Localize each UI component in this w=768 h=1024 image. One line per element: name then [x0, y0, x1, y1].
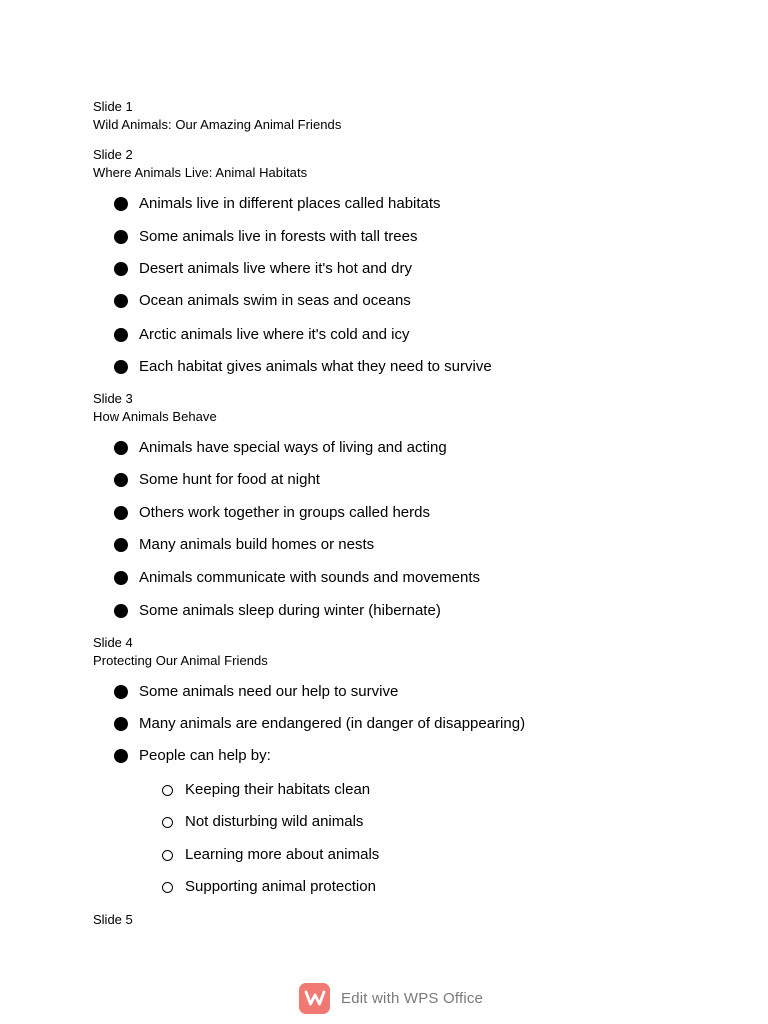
- list-item: Each habitat gives animals what they need to survive: [114, 357, 492, 377]
- bullet-icon: [114, 685, 128, 699]
- list-item: Some hunt for food at night: [114, 470, 320, 490]
- list-item: Animals live in different places called habitats: [114, 194, 441, 214]
- wps-logo-icon: [299, 983, 330, 1014]
- list-item: Many animals are endangered (in danger of disappearing): [114, 714, 525, 734]
- slide-3-title: How Animals Behave: [93, 409, 217, 424]
- circle-bullet-icon: [162, 817, 173, 828]
- list-item: Some animals live in forests with tall trees: [114, 227, 417, 247]
- list-item: Desert animals live where it's hot and dry: [114, 259, 412, 279]
- bullet-icon: [114, 230, 128, 244]
- list-item: Many animals build homes or nests: [114, 535, 374, 555]
- slide-2-label: Slide 2: [93, 147, 133, 162]
- bullet-icon: [114, 571, 128, 585]
- list-item: Arctic animals live where it's cold and icy: [114, 325, 409, 345]
- bullet-icon: [114, 294, 128, 308]
- bullet-icon: [114, 328, 128, 342]
- bullet-icon: [114, 538, 128, 552]
- circle-bullet-icon: [162, 850, 173, 861]
- list-item: Some animals sleep during winter (hibernate): [114, 601, 441, 621]
- sub-list-item: Keeping their habitats clean: [162, 780, 370, 800]
- slide-4-label: Slide 4: [93, 635, 133, 650]
- bullet-icon: [114, 262, 128, 276]
- circle-bullet-icon: [162, 882, 173, 893]
- sub-list-item: Not disturbing wild animals: [162, 812, 363, 832]
- bullet-icon: [114, 441, 128, 455]
- bullet-icon: [114, 604, 128, 618]
- slide-1-label: Slide 1: [93, 99, 133, 114]
- slide-2-title: Where Animals Live: Animal Habitats: [93, 165, 308, 180]
- list-item: Some animals need our help to survive: [114, 682, 398, 702]
- slide-1-title: Wild Animals: Our Amazing Animal Friends: [93, 117, 342, 132]
- list-item: Animals communicate with sounds and movements: [114, 568, 480, 588]
- list-item: Others work together in groups called herds: [114, 503, 430, 523]
- circle-bullet-icon: [162, 785, 173, 796]
- bullet-icon: [114, 506, 128, 520]
- slide-5-label: Slide 5: [93, 912, 133, 927]
- bullet-icon: [114, 360, 128, 374]
- edit-with-wps-link[interactable]: [299, 982, 483, 1014]
- list-item: Ocean animals swim in seas and oceans: [114, 291, 411, 311]
- sub-list-item: Learning more about animals: [162, 845, 379, 865]
- list-item: Animals have special ways of living and acting: [114, 438, 447, 458]
- bullet-icon: [114, 473, 128, 487]
- bullet-icon: [114, 717, 128, 731]
- slide-4-title: Protecting Our Animal Friends: [93, 653, 268, 668]
- list-item: People can help by:: [114, 746, 271, 766]
- bullet-icon: [114, 749, 128, 763]
- sub-list-item: Supporting animal protection: [162, 877, 376, 897]
- edit-with-wps-label: Edit with WPS Office: [341, 989, 484, 1007]
- bullet-icon: [114, 197, 128, 211]
- slide-3-label: Slide 3: [93, 391, 133, 406]
